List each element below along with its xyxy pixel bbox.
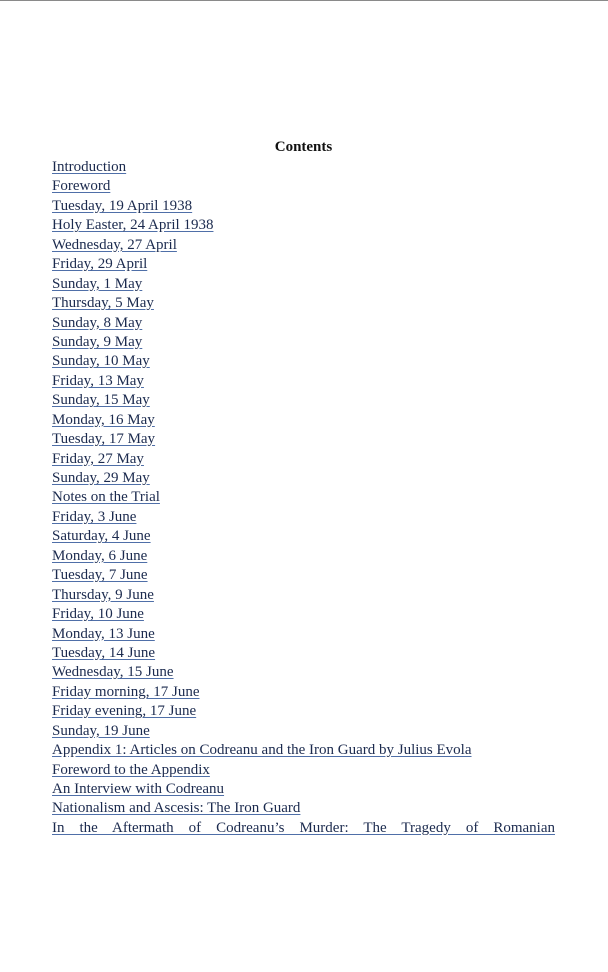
toc-item	[52, 819, 555, 838]
contents-page	[52, 138, 555, 838]
toc-link[interactable]: Monday, 16 May	[52, 411, 155, 428]
toc-item	[52, 586, 555, 605]
toc-item	[52, 372, 555, 391]
toc-link[interactable]: Tuesday, 7 June	[52, 567, 148, 584]
toc-item	[52, 566, 555, 585]
toc-link[interactable]: Monday, 6 June	[52, 547, 148, 564]
toc-item	[52, 780, 555, 799]
toc-item	[52, 799, 555, 818]
toc-link[interactable]: Monday, 13 June	[52, 625, 155, 642]
toc-item	[52, 275, 555, 294]
toc-link[interactable]: Sunday, 8 May	[52, 314, 143, 331]
toc-item	[52, 352, 555, 371]
toc-link[interactable]: Sunday, 1 May	[52, 275, 143, 292]
toc-link[interactable]: Thursday, 5 May	[52, 295, 154, 312]
toc-item	[52, 683, 555, 702]
toc-item	[52, 333, 555, 352]
toc-link[interactable]: Nationalism and Ascesis: The Iron Guard	[52, 800, 301, 817]
toc-link[interactable]: An Interview with Codreanu	[52, 781, 225, 797]
toc-list	[52, 158, 555, 838]
toc-link[interactable]: Friday, 10 June	[52, 606, 144, 623]
toc-link[interactable]: Friday, 3 June	[52, 508, 137, 525]
toc-item	[52, 527, 555, 546]
toc-item	[52, 411, 555, 430]
toc-item	[52, 644, 555, 663]
toc-link[interactable]: Friday evening, 17 June	[52, 703, 197, 720]
toc-link[interactable]: Friday, 13 May	[52, 372, 144, 389]
toc-link[interactable]: Foreword	[52, 178, 111, 195]
toc-item	[52, 430, 555, 449]
toc-item	[52, 294, 555, 313]
toc-item	[52, 391, 555, 410]
toc-item	[52, 722, 555, 741]
toc-item	[52, 488, 555, 507]
toc-link[interactable]: Sunday, 9 May	[52, 333, 143, 350]
toc-item	[52, 702, 555, 721]
toc-link[interactable]: Sunday, 10 May	[52, 353, 150, 370]
toc-item	[52, 314, 555, 333]
toc-item	[52, 625, 555, 644]
toc-link[interactable]: Holy Easter, 24 April 1938	[52, 217, 214, 234]
toc-link[interactable]: Introduction	[52, 159, 127, 175]
toc-link[interactable]: Wednesday, 15 June	[52, 664, 174, 681]
toc-item	[52, 177, 555, 196]
toc-item	[52, 158, 555, 177]
toc-link[interactable]: In the Aftermath of Codreanu’s Murder: The Tragedy of Romanian	[52, 819, 555, 836]
page-title: Contents	[274, 139, 333, 155]
toc-link[interactable]: Wednesday, 27 April	[52, 236, 177, 253]
toc-item	[52, 197, 555, 216]
top-border	[0, 0, 608, 1]
toc-link[interactable]: Foreword to the Appendix	[52, 761, 210, 778]
toc-link[interactable]: Friday morning, 17 June	[52, 683, 200, 700]
toc-item	[52, 741, 555, 760]
toc-link[interactable]: Tuesday, 17 May	[52, 431, 156, 448]
toc-item	[52, 450, 555, 469]
toc-link[interactable]: Tuesday, 19 April 1938	[52, 197, 193, 214]
toc-item	[52, 255, 555, 274]
toc-item	[52, 508, 555, 527]
toc-item	[52, 663, 555, 682]
toc-item	[52, 469, 555, 488]
toc-link[interactable]: Friday, 29 April	[52, 256, 148, 273]
toc-link[interactable]: Friday, 27 May	[52, 450, 144, 467]
toc-item	[52, 605, 555, 624]
toc-link[interactable]: Saturday, 4 June	[52, 528, 151, 545]
toc-link[interactable]: Sunday, 19 June	[52, 722, 150, 739]
toc-item	[52, 216, 555, 235]
toc-link[interactable]: Tuesday, 14 June	[52, 644, 156, 661]
toc-link[interactable]: Appendix 1: Articles on Codreanu and the Iron Guard by Julius Evola	[52, 742, 472, 759]
toc-item	[52, 761, 555, 780]
toc-item	[52, 547, 555, 566]
toc-link[interactable]: Thursday, 9 June	[52, 586, 154, 603]
toc-link[interactable]: Notes on the Trial	[52, 489, 160, 506]
toc-link[interactable]: Sunday, 29 May	[52, 470, 150, 486]
toc-item	[52, 236, 555, 255]
toc-link[interactable]: Sunday, 15 May	[52, 392, 150, 409]
